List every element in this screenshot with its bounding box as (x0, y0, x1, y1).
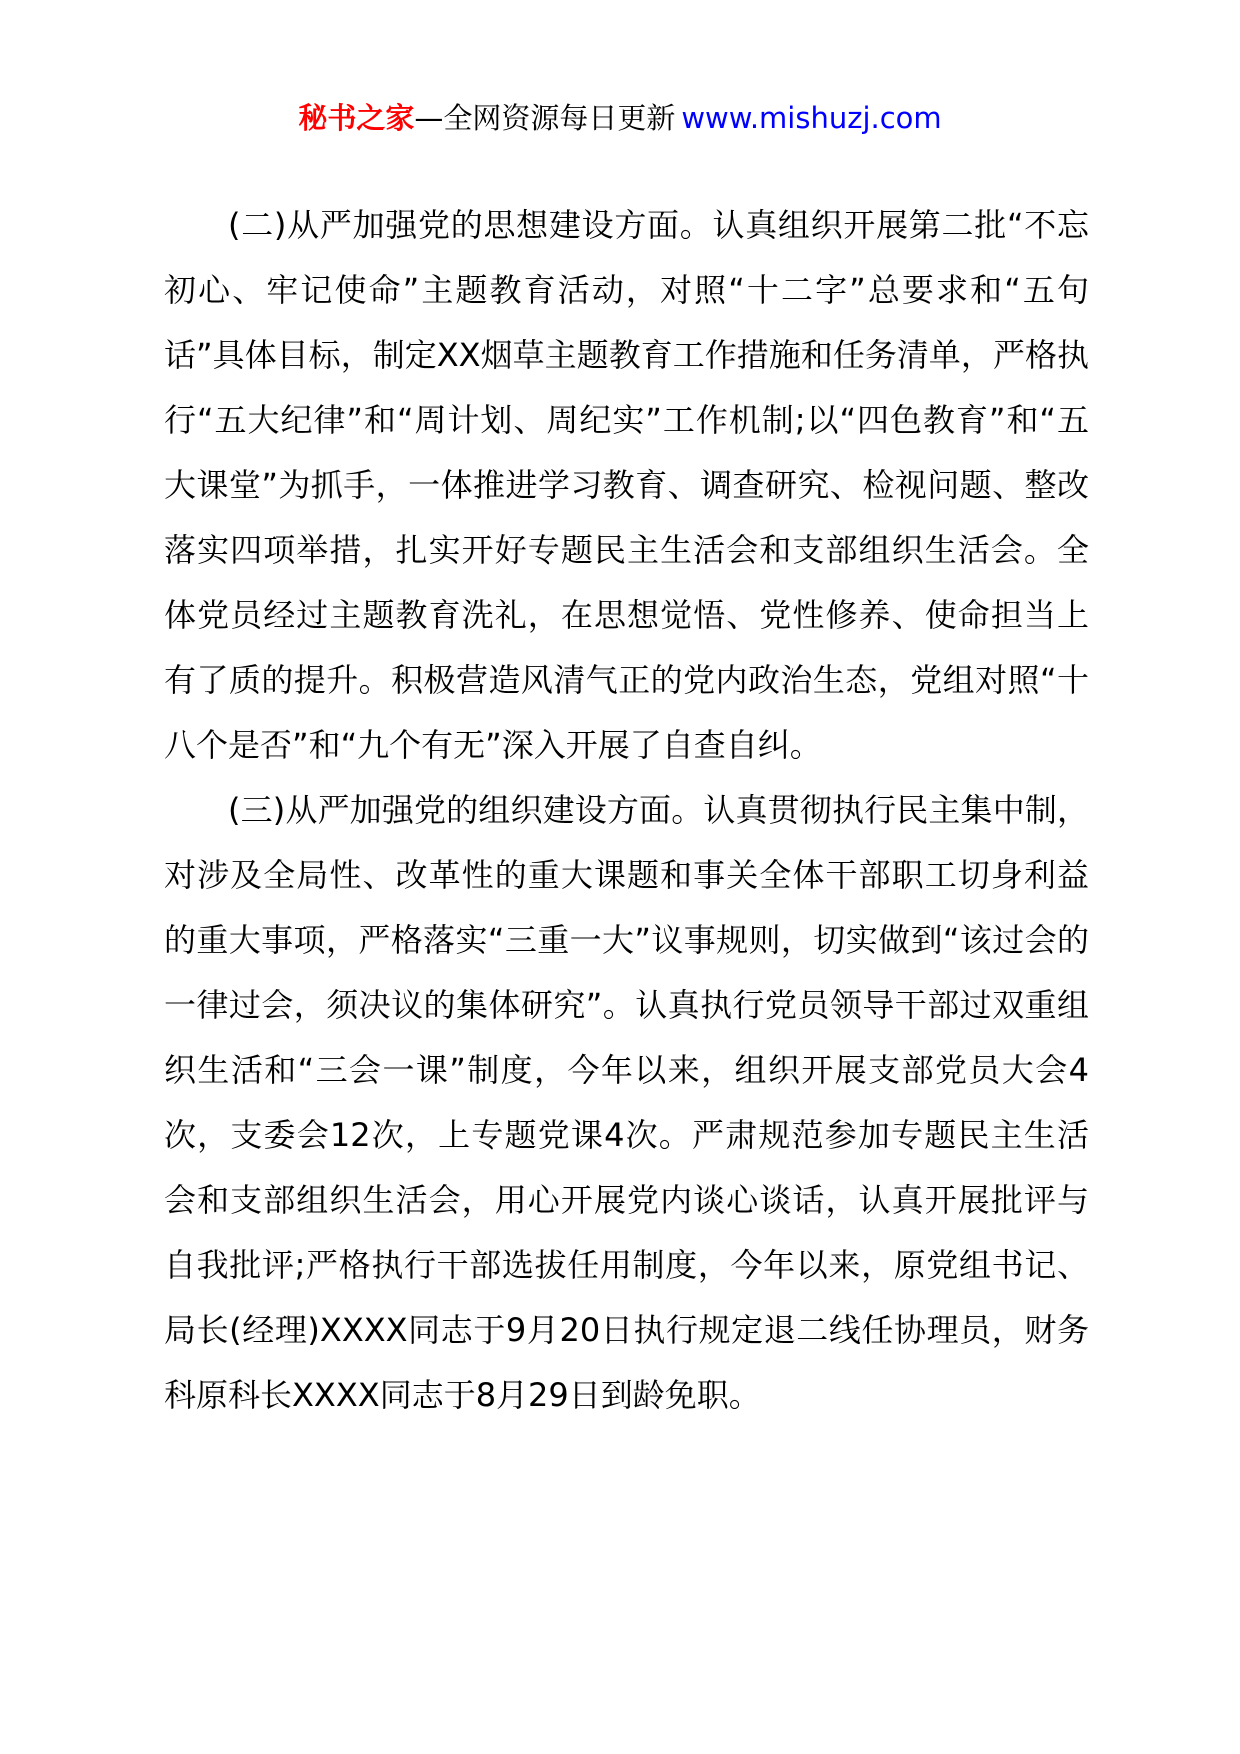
paragraph-ideological-building: (二)从严加强党的思想建设方面。认真组织开展第二批“不忘初心、牢记使命”主题教育活动，对照“十二字”总要求和“五句话”具体目标，制定XX烟草主题教育工作措施和任务清单，严格执行“五大纪律”和“周计划、周纪实”工作机制;以“四色教育”和“五大课堂”为抓手，一体推进学习教育、调查研究、检视问题、整改落实四项举措，扎实开好专题民主生活会和支部组织生活会。全体党员经过主题教育洗礼，在思想觉悟、党性修养、使命担当上有了质的提升。积极营造风清气正的党内政治生态，党组对照“十八个是否”和“九个有无”深入开展了自查自纠。 (164, 206, 1089, 764)
site-url-link[interactable]: www.mishuzj.com (681, 101, 942, 135)
page-header (0, 98, 1240, 138)
document-body (164, 193, 1089, 1428)
header-tagline: —全网资源每日更新 (414, 101, 676, 135)
paragraph-organizational-building: (三)从严加强党的组织建设方面。认真贯彻执行民主集中制，对涉及全局性、改革性的重大课题和事关全体干部职工切身利益的重大事项，严格落实“三重一大”议事规则，切实做到“该过会的一律过会，须决议的集体研究”。认真执行党员领导干部过双重组织生活和“三会一课”制度，今年以来，组织开展支部党员大会4次，支委会12次，上专题党课4次。严肃规范参加专题民主生活会和支部组织生活会，用心开展党内谈心谈话，认真开展批评与自我批评;严格执行干部选拔任用制度，今年以来，原党组书记、局长(经理)XXXX同志于9月20日执行规定退二线任协理员，财务科原科长XXXX同志于8月29日到龄免职。 (164, 791, 1089, 1414)
brand-name: 秘书之家 (298, 101, 415, 135)
